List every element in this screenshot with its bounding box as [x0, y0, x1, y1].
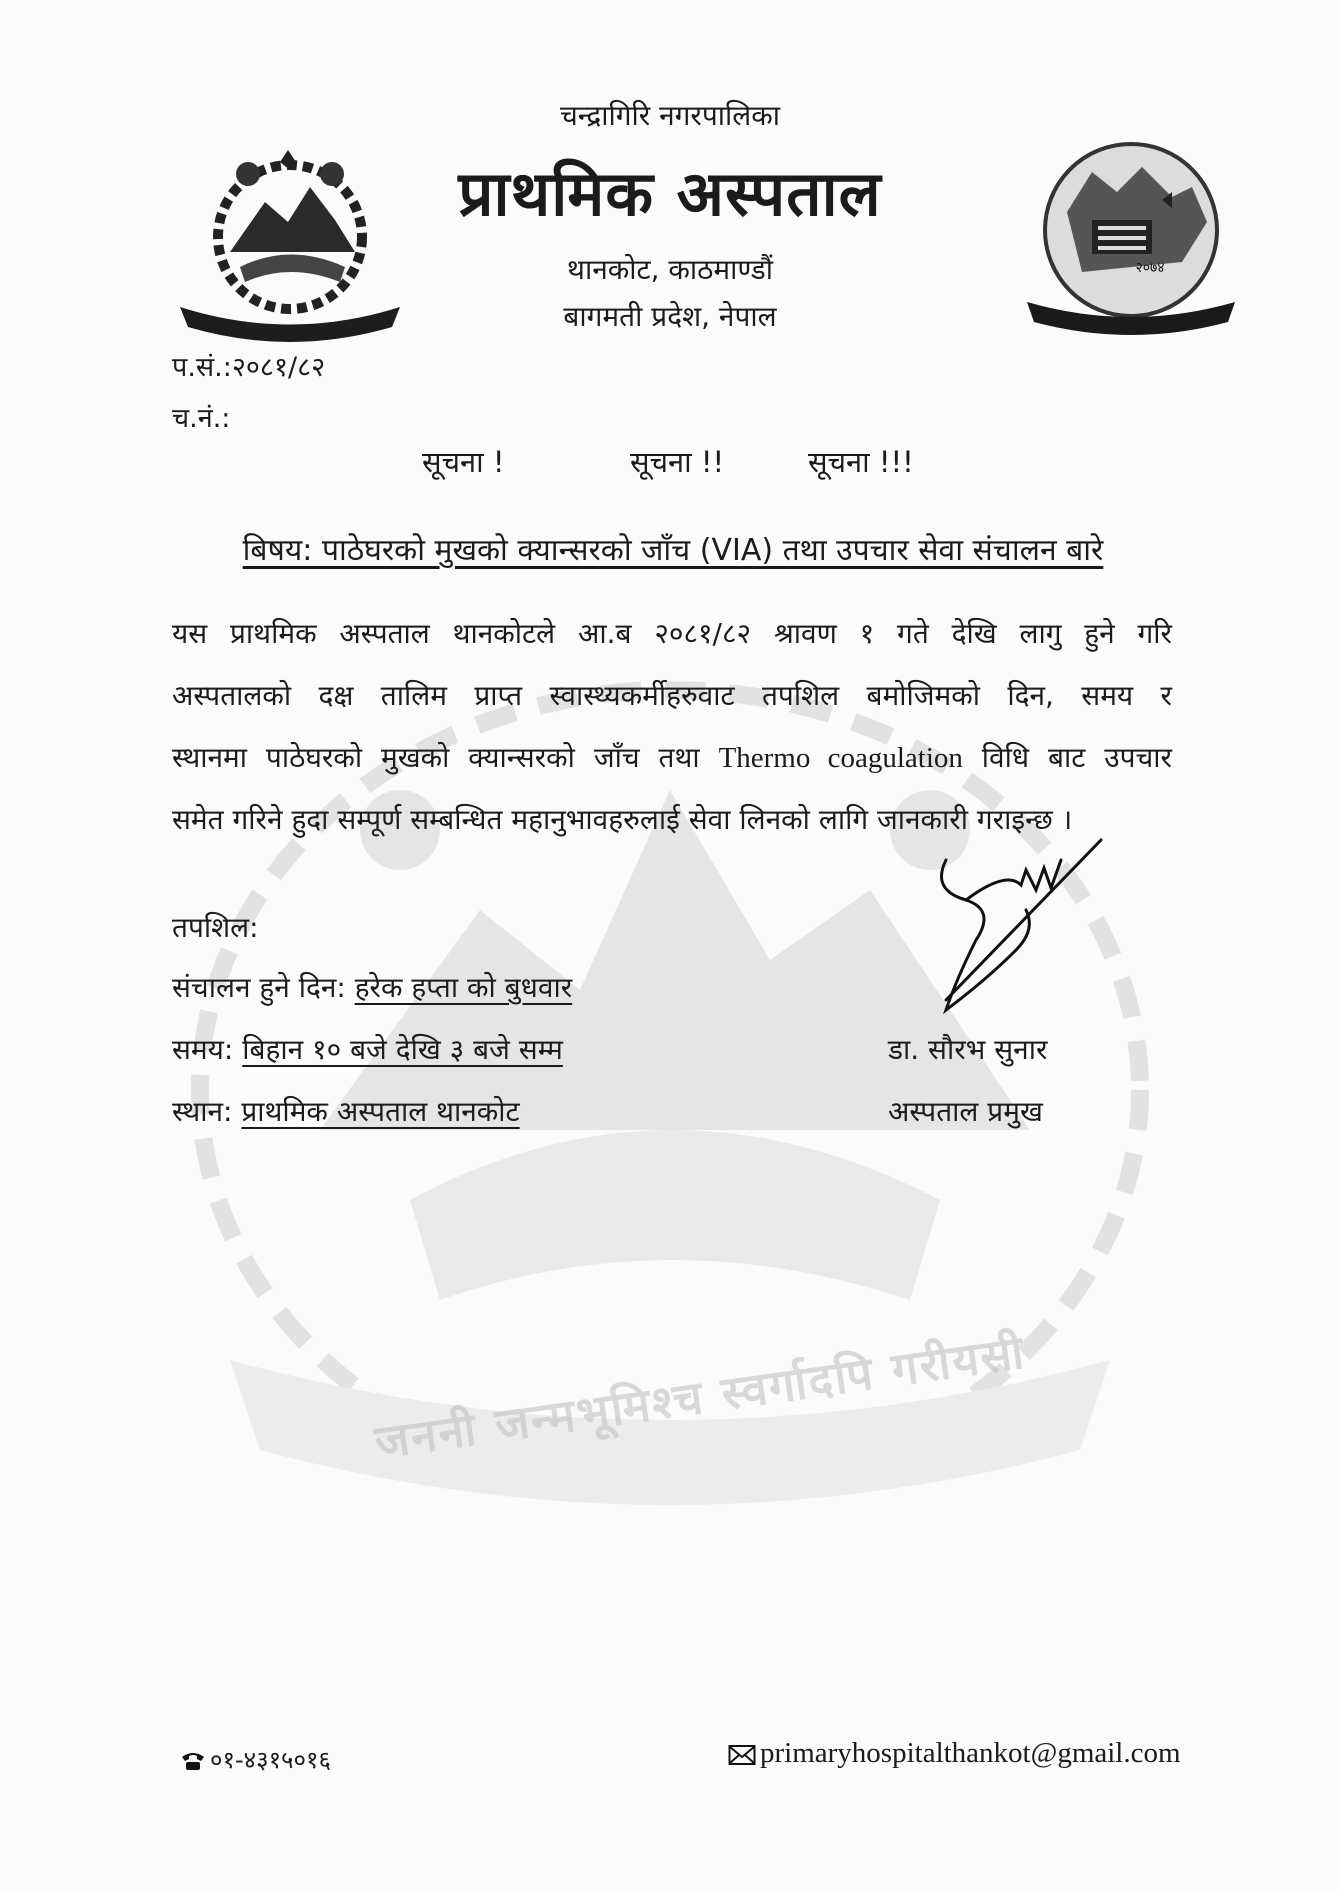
- schedule-time-value: बिहान १० बजे देखि ३ बजे सम्म: [242, 1033, 563, 1066]
- body-line-2: अस्पतालको दक्ष तालिम प्राप्त स्वास्थ्यकर्मीहरुवाट तपशिल बमोजिमको दिन, समय र: [172, 679, 1172, 712]
- schedule-place: [172, 1092, 520, 1130]
- email-address[interactable]: primaryhospitalthankot@gmail.com: [760, 1737, 1181, 1769]
- municipality-name: चन्द्रागिरि नगरपालिका: [559, 99, 781, 132]
- phone-number: ०१-४३१५०१६: [210, 1746, 331, 1774]
- municipality-logo-icon: [1022, 142, 1240, 342]
- body-line-3-english: Thermo coagulation: [718, 742, 963, 774]
- notice-heading-2: सूचना !!: [630, 445, 725, 479]
- notice-heading-3: सूचना !!!: [808, 445, 914, 479]
- envelope-icon: [728, 1744, 756, 1766]
- schedule-day: [172, 968, 572, 1006]
- body-line-3-end: विधि बाट उपचार: [962, 741, 1172, 774]
- body-line-4: समेत गरिने हुदा सम्पूर्ण सम्बन्धित महानुभावहरुलाई सेवा लिनको लागि जानकारी गराइन्छ ।: [172, 803, 1073, 836]
- signatory-name: डा. सौरभ सुनार: [888, 1033, 1048, 1066]
- footer-email: [728, 1737, 1181, 1770]
- letter-number: प.सं.:२०८१/८२: [172, 352, 326, 383]
- schedule-day-value: हरेक हप्ता को बुधवार: [354, 971, 573, 1004]
- svg-text:२०७४: २०७४: [1135, 260, 1165, 276]
- schedule-heading: तपशिल:: [172, 911, 259, 944]
- schedule-place-label: स्थान:: [172, 1095, 242, 1128]
- notice-heading-1: सूचना !: [422, 445, 505, 479]
- signature-icon: [926, 830, 1106, 1030]
- hospital-title: प्राथमिक अस्पताल: [458, 157, 882, 230]
- footer-phone: [180, 1743, 331, 1776]
- subject-line: बिषय: पाठेघरको मुखको क्यान्सरको जाँच (VIA) तथा उपचार सेवा संचालन बारे: [242, 533, 1104, 568]
- body-line-1: यस प्राथमिक अस्पताल थानकोटले आ.ब २०८१/८२ श्रावण १ गते देखि लागु हुने गरि: [172, 617, 1172, 650]
- dispatch-number: च.नं.:: [172, 403, 231, 434]
- schedule-time: [172, 1030, 601, 1068]
- nepal-coat-of-arms-icon: [170, 142, 410, 342]
- body-line-3-start: स्थानमा पाठेघरको मुखको क्यान्सरको जाँच तथा: [172, 741, 719, 774]
- schedule-day-label: संचालन हुने दिन:: [172, 971, 355, 1004]
- schedule-time-label: समय:: [172, 1033, 243, 1066]
- address-line-1: थानकोट, काठमाण्डौं: [567, 253, 773, 286]
- address-line-2: बागमती प्रदेश, नेपाल: [563, 300, 777, 333]
- signatory-title: अस्पताल प्रमुख: [888, 1095, 1043, 1128]
- body-line-3: [172, 738, 1172, 776]
- schedule-place-value: प्राथमिक अस्पताल थानकोट: [241, 1095, 520, 1128]
- watermark-motto: जननी जन्मभूमिश्च स्वर्गादपि गरीयसी: [371, 1324, 1029, 1470]
- telephone-icon: [180, 1751, 206, 1771]
- svg-text:•••••••••••••••••: •••••••••••••••••: [244, 317, 336, 327]
